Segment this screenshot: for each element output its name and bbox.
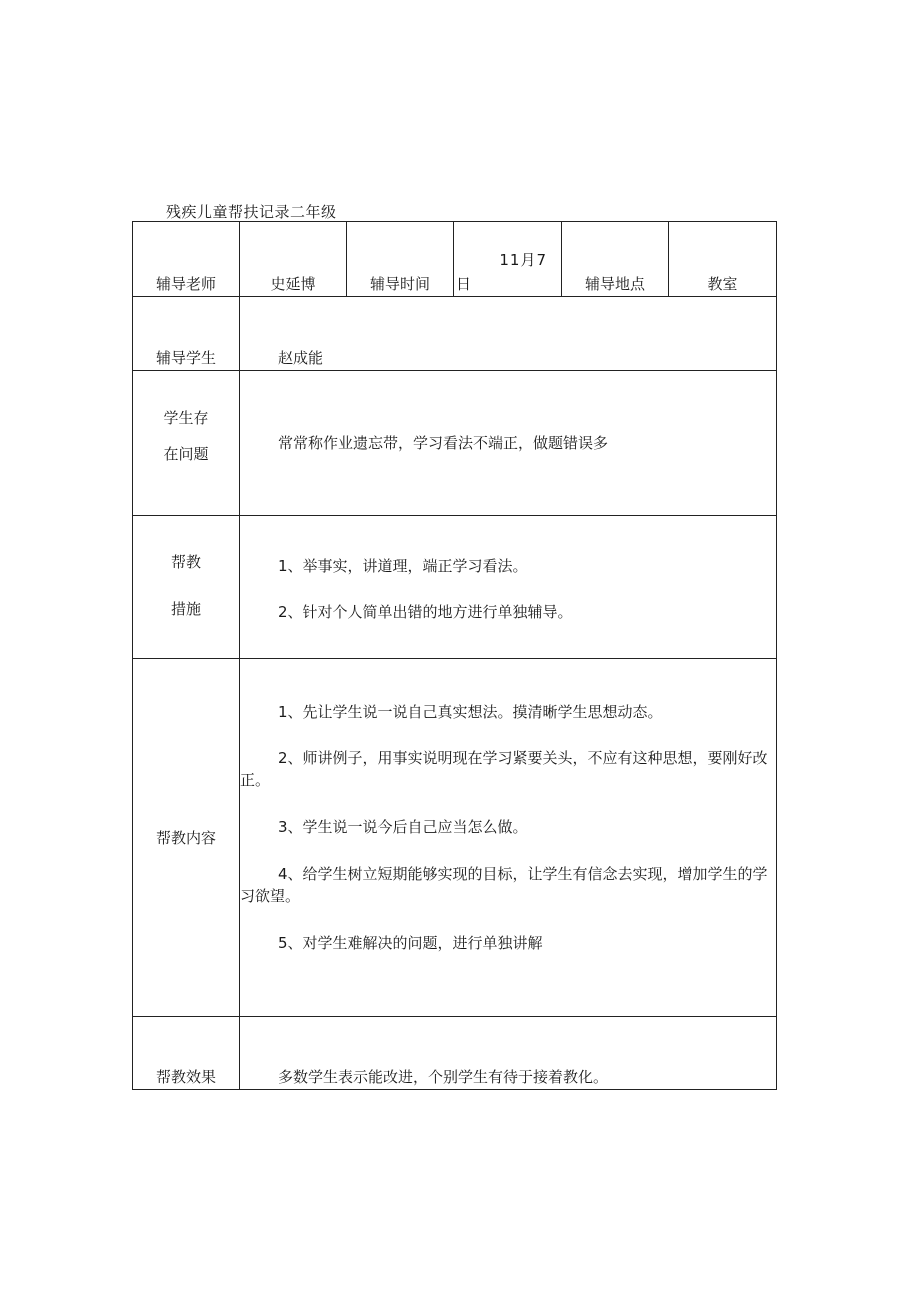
date-month-day: 11月7 <box>499 251 547 269</box>
teacher-label: 辅导老师 <box>133 222 240 297</box>
place-value: 教室 <box>669 222 777 297</box>
measures-label-line1: 帮教 <box>170 553 201 572</box>
measures-list <box>240 516 777 659</box>
date-cell <box>454 222 562 297</box>
header-row <box>133 222 777 297</box>
place-label: 辅导地点 <box>562 222 669 297</box>
effect-value: 多数学生表示能改进，个别学生有待于接着教化。 <box>240 1016 777 1089</box>
date-day-suffix: 日 <box>456 275 472 294</box>
assistance-record-table <box>132 221 777 1090</box>
content-row <box>133 659 777 1016</box>
problem-value-cell <box>240 371 777 516</box>
effect-label: 帮教效果 <box>133 1016 240 1089</box>
measure-item-2: 2、针对个人简单出错的地方进行单独辅导。 <box>278 603 573 622</box>
time-label: 辅导时间 <box>347 222 454 297</box>
measure-item-1: 1、举事实，讲道理，端正学习看法。 <box>278 557 528 576</box>
content-item-3: 3、学生说一说今后自己应当怎么做。 <box>278 818 528 837</box>
content-item-4: 4、给学生树立短期能够实现的目标，让学生有信念去实现，增加学生的学习欲望。 <box>240 865 768 906</box>
problem-value: 常常称作业遗忘带，学习看法不端正，做题错误多 <box>278 434 609 453</box>
content-item-5: 5、对学生难解决的问题，进行单独讲解 <box>278 934 543 953</box>
effect-row <box>133 1016 777 1089</box>
problem-label <box>133 371 240 516</box>
page-title: 残疾儿童帮扶记录二年级 <box>166 203 337 221</box>
content-item-2: 2、师讲例子，用事实说明现在学习紧要关头，不应有这种思想，要刚好改正。 <box>240 749 768 790</box>
student-label: 辅导学生 <box>133 297 240 371</box>
problem-label-line2: 在问题 <box>163 445 209 464</box>
measures-row <box>133 516 777 659</box>
problem-label-line1: 学生存 <box>163 409 209 428</box>
measures-label <box>133 516 240 659</box>
problem-row <box>133 371 777 516</box>
measures-label-line2: 措施 <box>170 600 201 619</box>
content-label: 帮教内容 <box>133 659 240 1016</box>
content-list <box>240 659 777 1016</box>
content-item-1: 1、先让学生说一说自己真实想法。摸清晰学生思想动态。 <box>278 703 663 722</box>
student-row <box>133 297 777 371</box>
teacher-value: 史延博 <box>240 222 347 297</box>
student-value: 赵成能 <box>240 297 777 371</box>
